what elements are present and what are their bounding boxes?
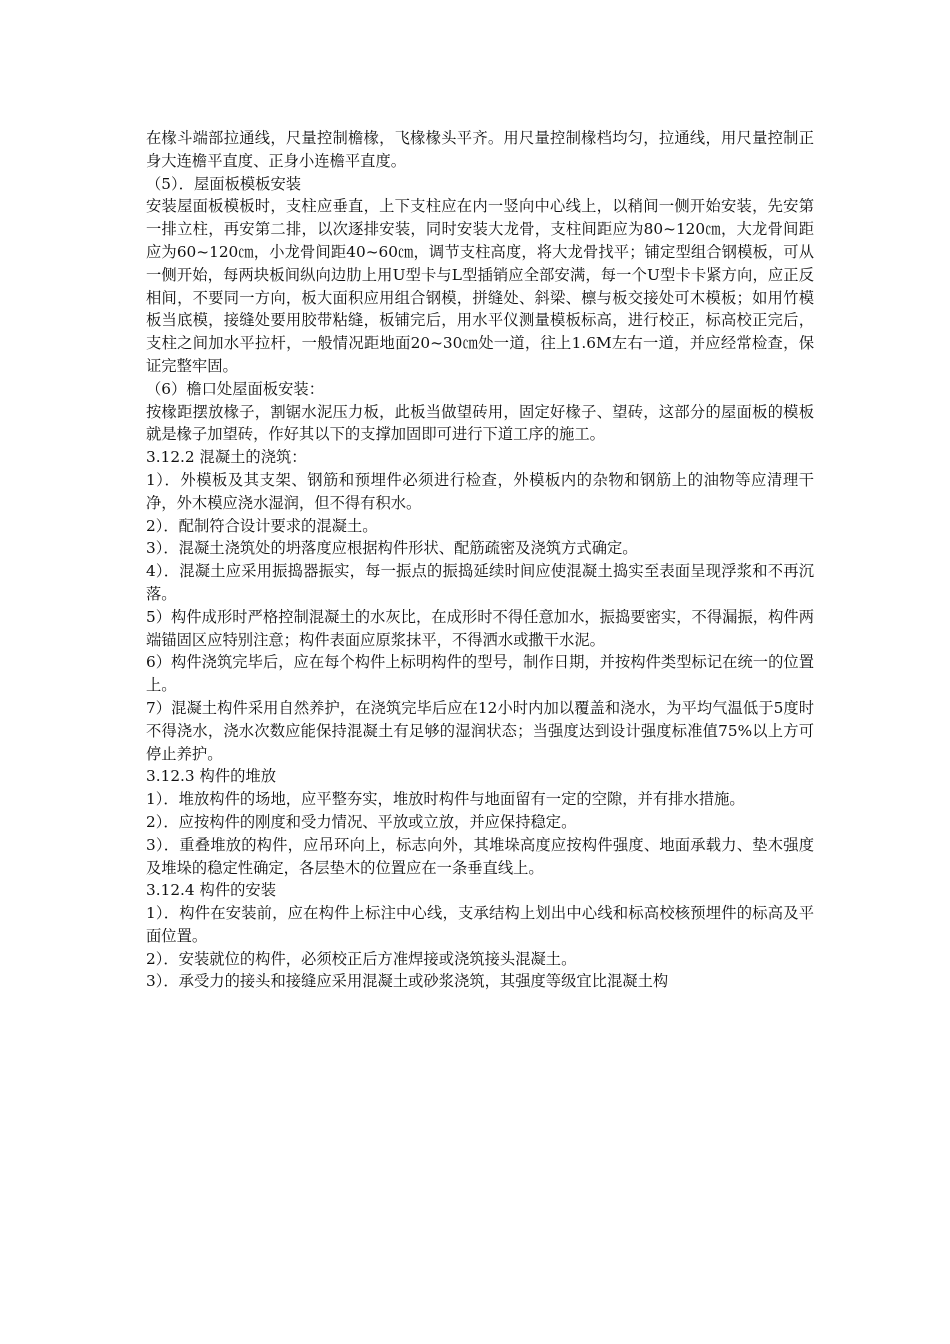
paragraph-pouring-item-7: 7）混凝土构件采用自然养护，在浇筑完毕后应在12小时内加以覆盖和浇水，为平均气温低于5度时不得浇水，浇水次数应能保持混凝土有足够的湿润状态；当强度达到设计强度标准值75%以上方可停止养护。 <box>146 698 814 763</box>
paragraph-pouring-item-4: 4）．混凝土应采用振捣器振实，每一振点的振捣延续时间应使混凝土捣实至表面呈现浮浆和不再沉落。 <box>146 562 814 603</box>
document-page <box>146 127 814 993</box>
paragraph-stacking-item-1: 1）．堆放构件的场地，应平整夯实，堆放时构件与地面留有一定的空隙，并有排水措施。 <box>146 790 745 809</box>
paragraph-stacking-item-2: 2）．应按构件的刚度和受力情况、平放或立放，并应保持稳定。 <box>146 812 577 831</box>
paragraph-rafter-control: 在椽斗端部拉通线，尺量控制檐椽，飞椽椽头平齐。用尺量控制椽档均匀，拉通线，用尺量控制正身大连檐平直度、正身小连檐平直度。 <box>146 129 814 170</box>
paragraph-stacking-item-3: 3）．重叠堆放的构件，应吊环向上，标志向外，其堆垛高度应按构件强度、地面承载力、垫木强度及堆垛的稳定性确定，各层垫木的位置应在一条垂直线上。 <box>146 835 814 877</box>
paragraph-installation-item-1: 1）．构件在安装前，应在构件上标注中心线，支承结构上划出中心线和标高校核预埋件的标高及平面位置。 <box>146 904 814 945</box>
paragraph-pouring-item-1: 1）．外模板及其支架、钢筋和预埋件必须进行检查，外模板内的杂物和钢筋上的油物等应清理干净，外木模应浇水湿润，但不得有积水。 <box>146 470 814 512</box>
heading-roof-formwork: （5）．屋面板模板安装 <box>146 174 302 193</box>
heading-component-stacking: 3.12.3 构件的堆放 <box>146 767 277 786</box>
paragraph-installation-item-2: 2）．安装就位的构件，必须校正后方准焊接或浇筑接头混凝土。 <box>146 949 577 968</box>
paragraph-eave-roof-panel: 按椽距摆放椽子，割锯水泥压力板，此板当做望砖用，固定好椽子、望砖，这部分的屋面板的模板就是椽子加望砖，作好其以下的支撑加固即可进行下道工序的施工。 <box>146 402 814 444</box>
paragraph-pouring-item-2: 2）．配制符合设计要求的混凝土。 <box>146 516 378 535</box>
paragraph-installation-item-3: 3）．承受力的接头和接缝应采用混凝土或砂浆浇筑，其强度等级宜比混凝土构 <box>146 972 669 991</box>
heading-concrete-pouring: 3.12.2 混凝土的浇筑： <box>146 448 307 467</box>
paragraph-pouring-item-3: 3）．混凝土浇筑处的坍落度应根据构件形状、配筋疏密及浇筑方式确定。 <box>146 539 638 558</box>
heading-eave-roof-panel: （6）檐口处屋面板安装： <box>146 379 324 398</box>
paragraph-pouring-item-5: 5）构件成形时严格控制混凝土的水灰比，在成形时不得任意加水，振捣要密实，不得漏振，构件两端锚固区应特别注意；构件表面应原浆抹平，不得洒水或撒干水泥。 <box>146 607 814 649</box>
paragraph-pouring-item-6: 6）构件浇筑完毕后，应在每个构件上标明构件的型号，制作日期，并按构件类型标记在统一的位置上。 <box>146 653 814 695</box>
heading-component-installation: 3.12.4 构件的安装 <box>146 881 277 900</box>
paragraph-roof-formwork: 安装屋面板模板时，支柱应垂直，上下支柱应在内一竖向中心线上，以稍间一侧开始安装，先安第一排立柱，再安第二排，以次逐排安装，同时安装大龙骨，支柱间距应为80~120㎝，大龙骨间距应为60~120㎝，小龙骨间距40~60㎝，调节支柱高度，将大龙骨找平；铺定型组合钢模板，可从一侧开始，每两块板间纵向边肋上用U型卡与L型插销应全部安满，每一个U型卡卡紧方向，应正反相间，不要同一方向，板大面积应用组合钢模，拼缝处、斜梁、檩与板交接处可木模板；如用竹模板当底模，接缝处要用胶带粘缝，板铺完后，用水平仪测量模板标高，进行校正，标高校正完后，支柱之间加水平拉杆，一般情况距地面20~30㎝处一道，往上1.6M左右一道，并应经常检查，保证完整牢固。 <box>146 197 814 375</box>
